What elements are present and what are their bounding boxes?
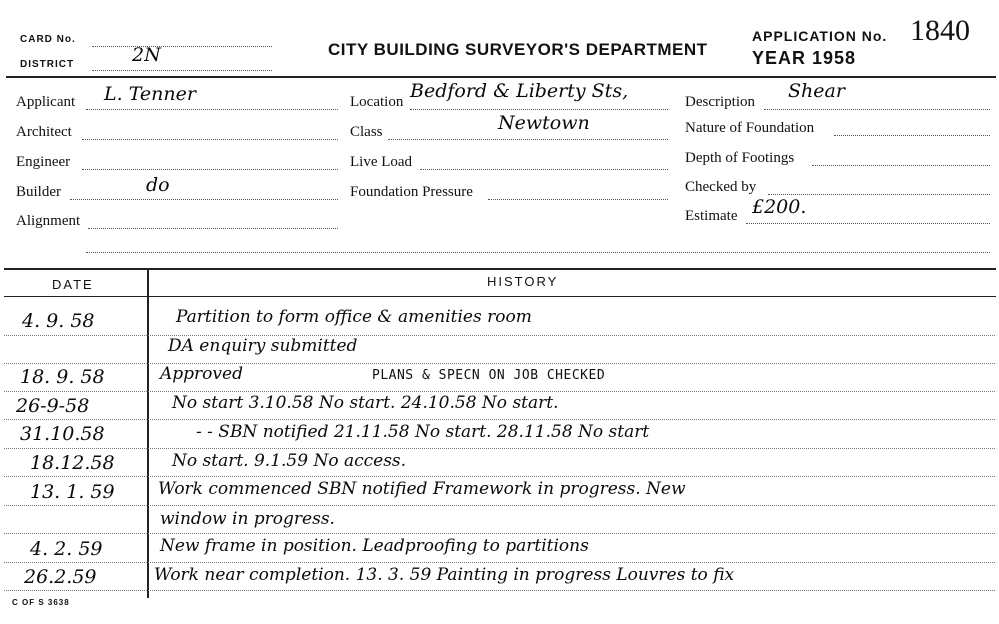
architect-line (82, 139, 338, 140)
location-value-line1: Bedford & Liberty Sts, (410, 80, 629, 102)
class-line (388, 139, 668, 140)
nature-of-foundation-label: Nature of Foundation (685, 120, 815, 136)
history-date: 4. 9. 58 (22, 310, 95, 332)
history-entry: - - SBN notified 21.11.58 No start. 28.11.58 No start (196, 422, 650, 442)
row-line (4, 533, 995, 534)
row-line (4, 562, 995, 563)
history-date: 26-9-58 (16, 395, 90, 417)
applicant-value: L. Tenner (104, 83, 196, 105)
foundation-pressure-line (488, 199, 668, 200)
row-line (4, 363, 995, 364)
depth-of-footings-line (812, 165, 990, 166)
architect-label: Architect (16, 124, 72, 140)
row-line (4, 476, 995, 477)
date-column-header: DATE (52, 277, 94, 292)
district-label: DISTRICT (20, 59, 75, 70)
history-header-rule (4, 296, 996, 297)
row-line (4, 448, 995, 449)
depth-of-footings-label: Depth of Footings (685, 150, 795, 166)
card-no-label: CARD No. (20, 34, 76, 45)
card-no-line (92, 46, 272, 47)
history-entry: DA enquiry submitted (168, 336, 358, 356)
builder-value: do (146, 174, 170, 196)
header-rule (6, 76, 996, 78)
live-load-line (420, 169, 668, 170)
estimate-line (746, 223, 990, 224)
engineer-label: Engineer (16, 154, 71, 170)
builder-label: Builder (16, 184, 61, 200)
department-title: CITY BUILDING SURVEYOR'S DEPARTMENT (328, 40, 708, 59)
history-date: 26.2.59 (24, 566, 97, 588)
history-entry: window in progress. (160, 509, 335, 529)
description-line (764, 109, 990, 110)
alignment-line (88, 228, 338, 229)
history-date: 18. 9. 58 (20, 366, 105, 388)
location-line (410, 109, 668, 110)
applicant-line (86, 109, 338, 110)
history-entry: Partition to form office & amenities room (176, 307, 532, 327)
history-column-header: HISTORY (487, 274, 559, 289)
history-entry: No start 3.10.58 No start. 24.10.58 No start. (172, 393, 559, 413)
class-label: Class (350, 124, 383, 140)
row-line (4, 391, 995, 392)
application-number: 1840 (910, 14, 970, 47)
fields-bottom-line (86, 252, 990, 253)
form-code: C OF S 3638 (12, 598, 70, 607)
history-date: 18.12.58 (30, 452, 115, 474)
engineer-line (82, 169, 338, 170)
district-line (92, 70, 272, 71)
description-value: Shear (788, 80, 845, 102)
history-entry: No start. 9.1.59 No access. (172, 451, 407, 471)
live-load-label: Live Load (350, 154, 413, 170)
location-label: Location (350, 94, 404, 110)
history-entry: New frame in position. Leadproofing to partitions (160, 536, 589, 556)
history-date: 13. 1. 59 (30, 481, 115, 503)
application-label: APPLICATION No. (752, 28, 888, 44)
history-entry: Work near completion. 13. 3. 59 Painting in progress Louvres to fix (154, 565, 735, 585)
description-label: Description (685, 94, 755, 110)
alignment-label: Alignment (16, 213, 81, 229)
estimate-value: £200. (752, 196, 807, 218)
row-line (4, 335, 995, 336)
history-top-rule (4, 268, 996, 270)
district-value: 2N (132, 44, 161, 66)
row-line (4, 590, 995, 591)
plans-checked-stamp: PLANS & SPECN ON JOB CHECKED (372, 368, 606, 383)
estimate-label: Estimate (685, 208, 738, 224)
location-value-line2: Newtown (498, 112, 590, 134)
row-line (4, 505, 995, 506)
history-entry: Approved (160, 364, 243, 384)
checked-by-line (768, 194, 990, 195)
foundation-pressure-label: Foundation Pressure (350, 184, 473, 200)
builder-line (70, 199, 338, 200)
applicant-label: Applicant (16, 94, 76, 110)
checked-by-label: Checked by (685, 179, 757, 195)
history-entry: Work commenced SBN notified Framework in progress. New (158, 479, 686, 499)
history-date: 31.10.58 (20, 423, 105, 445)
row-line (4, 419, 995, 420)
history-date: 4. 2. 59 (30, 538, 103, 560)
nature-of-foundation-line (834, 135, 990, 136)
year-label: YEAR 1958 (752, 48, 857, 68)
date-column-divider (147, 268, 149, 598)
